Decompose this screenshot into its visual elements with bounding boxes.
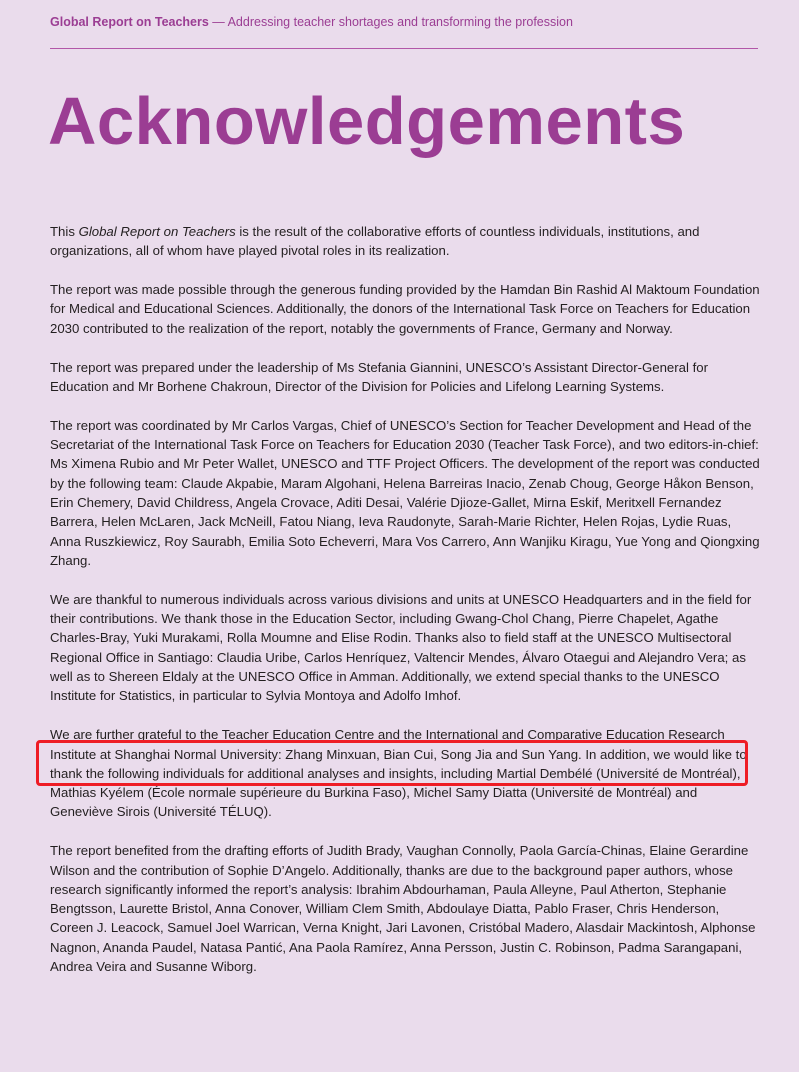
paragraph-drafting: The report benefited from the drafting efforts of Judith Brady, Vaughan Connolly, Paola García-Chinas, Elaine Gerardine Wilson and the contribution of Sophie D’Angelo. Additionally, thanks are due to the background paper authors, whose research significantly informed the report’s analysis: Ibrahim Abdourhaman, Paula Alleyne, Paul Atherton, Stephanie Bengtsson, Laurette Bristol, Anna Conover, William Clem Smith, Abdoulaye Diatta, Pablo Fraser, Chris Henderson, Coreen J. Leacock, Samuel Joel Warrican, Verna Knight, Jari Lavonen, Cristóbal Madero, Alasdair Mackintosh, Alphonse Nagnon, Ananda Paudel, Natasa Pantić, Ana Paola Ramírez, Anna Persson, Justin C. Robinson, Padma Sarangapani, Andrea Veira and Susanne Wiborg.: [50, 843, 756, 975]
paragraph-coordination: The report was coordinated by Mr Carlos Vargas, Chief of UNESCO’s Section for Teacher Development and Head of the Secretariat of the International Task Force on Teachers for Education 2030 (Teacher Task Force), and two editors-in-chief: Ms Ximena Rubio and Mr Peter Wallet, UNESCO and TTF Project Officers. The development of the report was conducted by the following team: Claude Akpabie, Maram Algohani, Helena Barreiras Inacio, Zenab Choug, George Håkon Benson, Erin Chemery, David Childress, Angela Crovace, Aditi Desai, Valérie Djioze-Gallet, Mirna Eskif, Meritxell Fernandez Barrera, Helen McLaren, Jack McNeill, Fatou Niang, Ieva Raudonyte, Sarah-Marie Richter, Helen Rojas, Lydie Ruas, Anna Ruszkiewicz, Roy Saurabh, Emilia Soto Echeverri, Mara Vos Carrero, Ann Wanjiku Kiragu, Yue Yong and Qiongxing Zhang.: [50, 417, 760, 568]
running-header: [50, 15, 758, 29]
highlight-annotation-box: [36, 740, 748, 786]
page-title: Acknowledgements: [48, 84, 686, 159]
paragraph-intro: [50, 222, 762, 261]
paragraph-funding: The report was made possible through the generous funding provided by the Hamdan Bin Rashid Al Maktoum Foundation for Medical and Educational Sciences. Additionally, the donors of the International Task Force on Teachers for Education 2030 contributed to the realization of the report, notably the governments of France, Germany and Norway.: [50, 282, 760, 336]
intro-text-start: This: [50, 224, 79, 239]
report-series-title: Global Report on Teachers: [50, 15, 209, 29]
intro-text-end: is the result of the collaborative efforts of countless individuals, institutions, and organizations, all of whom have played pivotal roles in its realization.: [50, 224, 700, 259]
acknowledgements-body: [50, 222, 762, 996]
report-subtitle: — Addressing teacher shortages and transforming the profession: [208, 15, 573, 29]
paragraph-leadership: The report was prepared under the leadership of Ms Stefania Giannini, UNESCO’s Assistant Director-General for Education and Mr Borhene Chakroun, Director of the Division for Policies and Lifelong Learning Systems.: [50, 359, 708, 394]
paragraph-shanghai-thanks: We are further grateful to the Teacher Education Centre and the International and Comparative Education Research Institute at Shanghai Normal University: Zhang Minxuan, Bian Cui, Song Jia and Sun Yang. In addition, we would like to thank the following individuals for additional analyses and insights, including Martial Dembélé (Université de Montréal), Mathias Kyélem (École normale supérieure du Burkina Faso), Michel Samy Diatta (Université de Montréal) and Geneviève Sirois (Université TÉLUQ).: [50, 727, 747, 820]
paragraph-unesco-thanks: We are thankful to numerous individuals across various divisions and units at UNESCO Headquarters and in the field for their contributions. We thank those in the Education Sector, including Gwang-Chol Chang, Pierre Chapelet, Agathe Charles-Bray, Yuki Murakami, Rolla Moumne and Elise Rodin. Thanks also to field staff at the UNESCO Multisectoral Regional Office in Santiago: Claudia Uribe, Carlos Henríquez, Valtencir Mendes, Álvaro Otaegui and Alejandro Vera; as well as to Shereen Eldaly at the UNESCO Office in Amman. Additionally, we extend special thanks to the UNESCO Institute for Statistics, in particular to Sylvia Montoya and Adolfo Imhof.: [50, 591, 752, 704]
header-divider: [50, 48, 758, 49]
report-title-italic: Global Report on Teachers: [78, 224, 236, 239]
